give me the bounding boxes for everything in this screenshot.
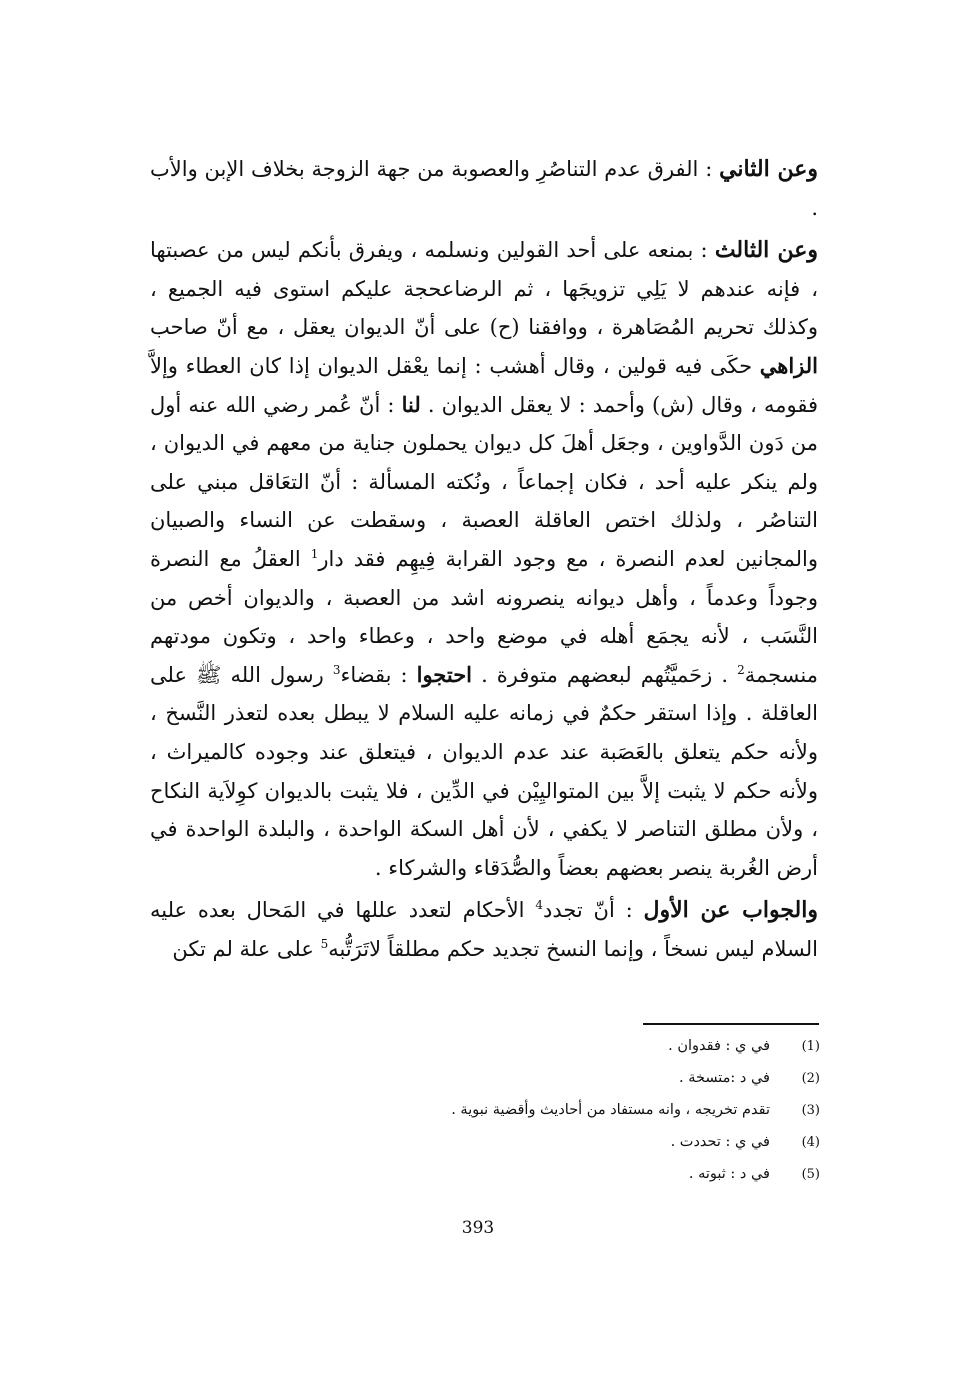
paragraph-lead: وعن الثاني — [719, 156, 819, 182]
footnote-text: في د : ثبوته . — [688, 1166, 770, 1182]
paragraph-answer-first — [150, 891, 818, 968]
paragraph-text: رسول الله ﷺ على العاقلة . وإذا استقر حكمٌ في زمانه عليه السلام لا يبطل بعده لتعذر النَّسخ ، ولأنه حكم يتعلق بالعَصَبة عند عدم الديوان ، فيتعلق عند وجوده كالميراث ، ولأنه حكم لا يثبت إلاَّ بين المتواليِيْن في الدِّين ، فلا يثبت بالديوان كوِلاَية النكاح ، ولأن مطلق التناصر لا يكفي ، لأن أهل السكة الواحدة ، والبلدة الواحدة في أرض الغُربة ينصر بعضهم بعضاً والصُّدَقاء والشركاء . — [150, 662, 818, 880]
footnote-text: في د :متسخة . — [678, 1070, 770, 1086]
paragraph-text: الأحكام لتعدد عللها في المَحال بعده عليه السلام ليس نسخاً ، وإنما النسخ تجديد حكم مطلقاً لاتَرَتُّبه — [150, 898, 818, 961]
bold-term: احتجوا — [416, 661, 473, 687]
footnote-divider — [643, 1023, 819, 1025]
paragraph-lead: والجواب عن الأول — [643, 897, 818, 924]
footnote-text: تقدم تخريجه ، وانه مستفاد من أحاديث وأقضية نبوية . — [451, 1102, 770, 1118]
paragraph-text: على علة لم تكن — [172, 936, 321, 961]
bold-term: لنا — [401, 391, 421, 417]
paragraph-text: : بمنعه على أحد القولين ونسلمه ، ويفرق بأنكم ليس من عصبتها ، فإنه عندهم لا يَلِي تزويجَها ، ثم الرضاعحجة عليكم استوى فيه الجميع ، وكذلك تحريم المُصَاهرة ، ووافقنا (ح) على أنّ الديوان يعقل ، مع أنّ صاحب — [150, 238, 818, 340]
paragraph-text: حكَى فيه قولين ، وقال أهشب : إنما يعْقل الديوان إذا كان العطاء وإلاَّ فقومه ، وقال (ش) وأحمد : لا يعقل الديوان . — [150, 353, 818, 417]
footnote-ref: 4 — [535, 898, 543, 913]
footnote-number: (5) — [801, 1167, 820, 1182]
footnote-number: (4) — [801, 1135, 820, 1150]
page-number: 393 — [461, 1218, 495, 1238]
footnote-ref: 5 — [320, 936, 329, 951]
footnote-number: (1) — [801, 1039, 820, 1054]
footnote-item — [300, 1038, 820, 1070]
paragraph-text: العقلُ مع النصرة وجوداً وعدماً ، وأهل ديوانه ينصرونه اشد من العصبة ، والديوان أخص من النَّسَب ، لأنه يجمَع أهله في موضع واحد ، وعطاء واحد ، وتكون مودتهم منسجمة — [150, 546, 818, 687]
bold-term: الزاهي — [759, 352, 818, 378]
paragraph-text: . زحَميَّتُهم لبعضهم متوفرة . — [472, 662, 738, 687]
footnote-ref: 2 — [737, 662, 745, 677]
footnote-number: (3) — [801, 1103, 820, 1118]
footnote-ref: 3 — [332, 662, 341, 677]
footnote-text: في ي : فقدوان . — [668, 1038, 770, 1054]
paragraph-third-answer — [150, 231, 818, 887]
footnote-item — [300, 1070, 820, 1102]
main-text — [150, 150, 818, 968]
footnote-ref: 1 — [310, 546, 319, 561]
paragraph-text: : أنّ عُمر رضي الله عنه أول من دَون الدَّواوين ، وجعَل أهلَ كل ديوان يحملون جناية من معهم في الديوان ، ولم ينكر عليه أحد ، فكان إجماعاً ، ونُكته المسألة : أنّ التعَاقل مبني على التناصُر ، ولذلك اختص العاقلة العصبة ، وسقطت عن النساء والصبيان والمجانين لعدم النصرة ، مع وجود القرابة فِيهِم فقد دار — [150, 392, 818, 571]
footnotes — [300, 1038, 820, 1198]
footnote-item — [300, 1134, 820, 1166]
paragraph-text: : أنّ تجدد — [542, 898, 644, 923]
footnote-text: في ي : تحددت . — [670, 1134, 770, 1150]
paragraph-second-answer — [150, 150, 818, 227]
paragraph-text: : الفرق عدم التناصُرِ والعصوبة من جهة الزوجة بخلاف الإبن والأب . — [150, 157, 818, 220]
paragraph-lead: وعن الثالث — [714, 237, 818, 264]
footnote-item — [300, 1166, 820, 1198]
paragraph-text: : بقضاء — [340, 662, 417, 687]
footnote-number: (2) — [801, 1071, 820, 1086]
footnote-item — [300, 1102, 820, 1134]
